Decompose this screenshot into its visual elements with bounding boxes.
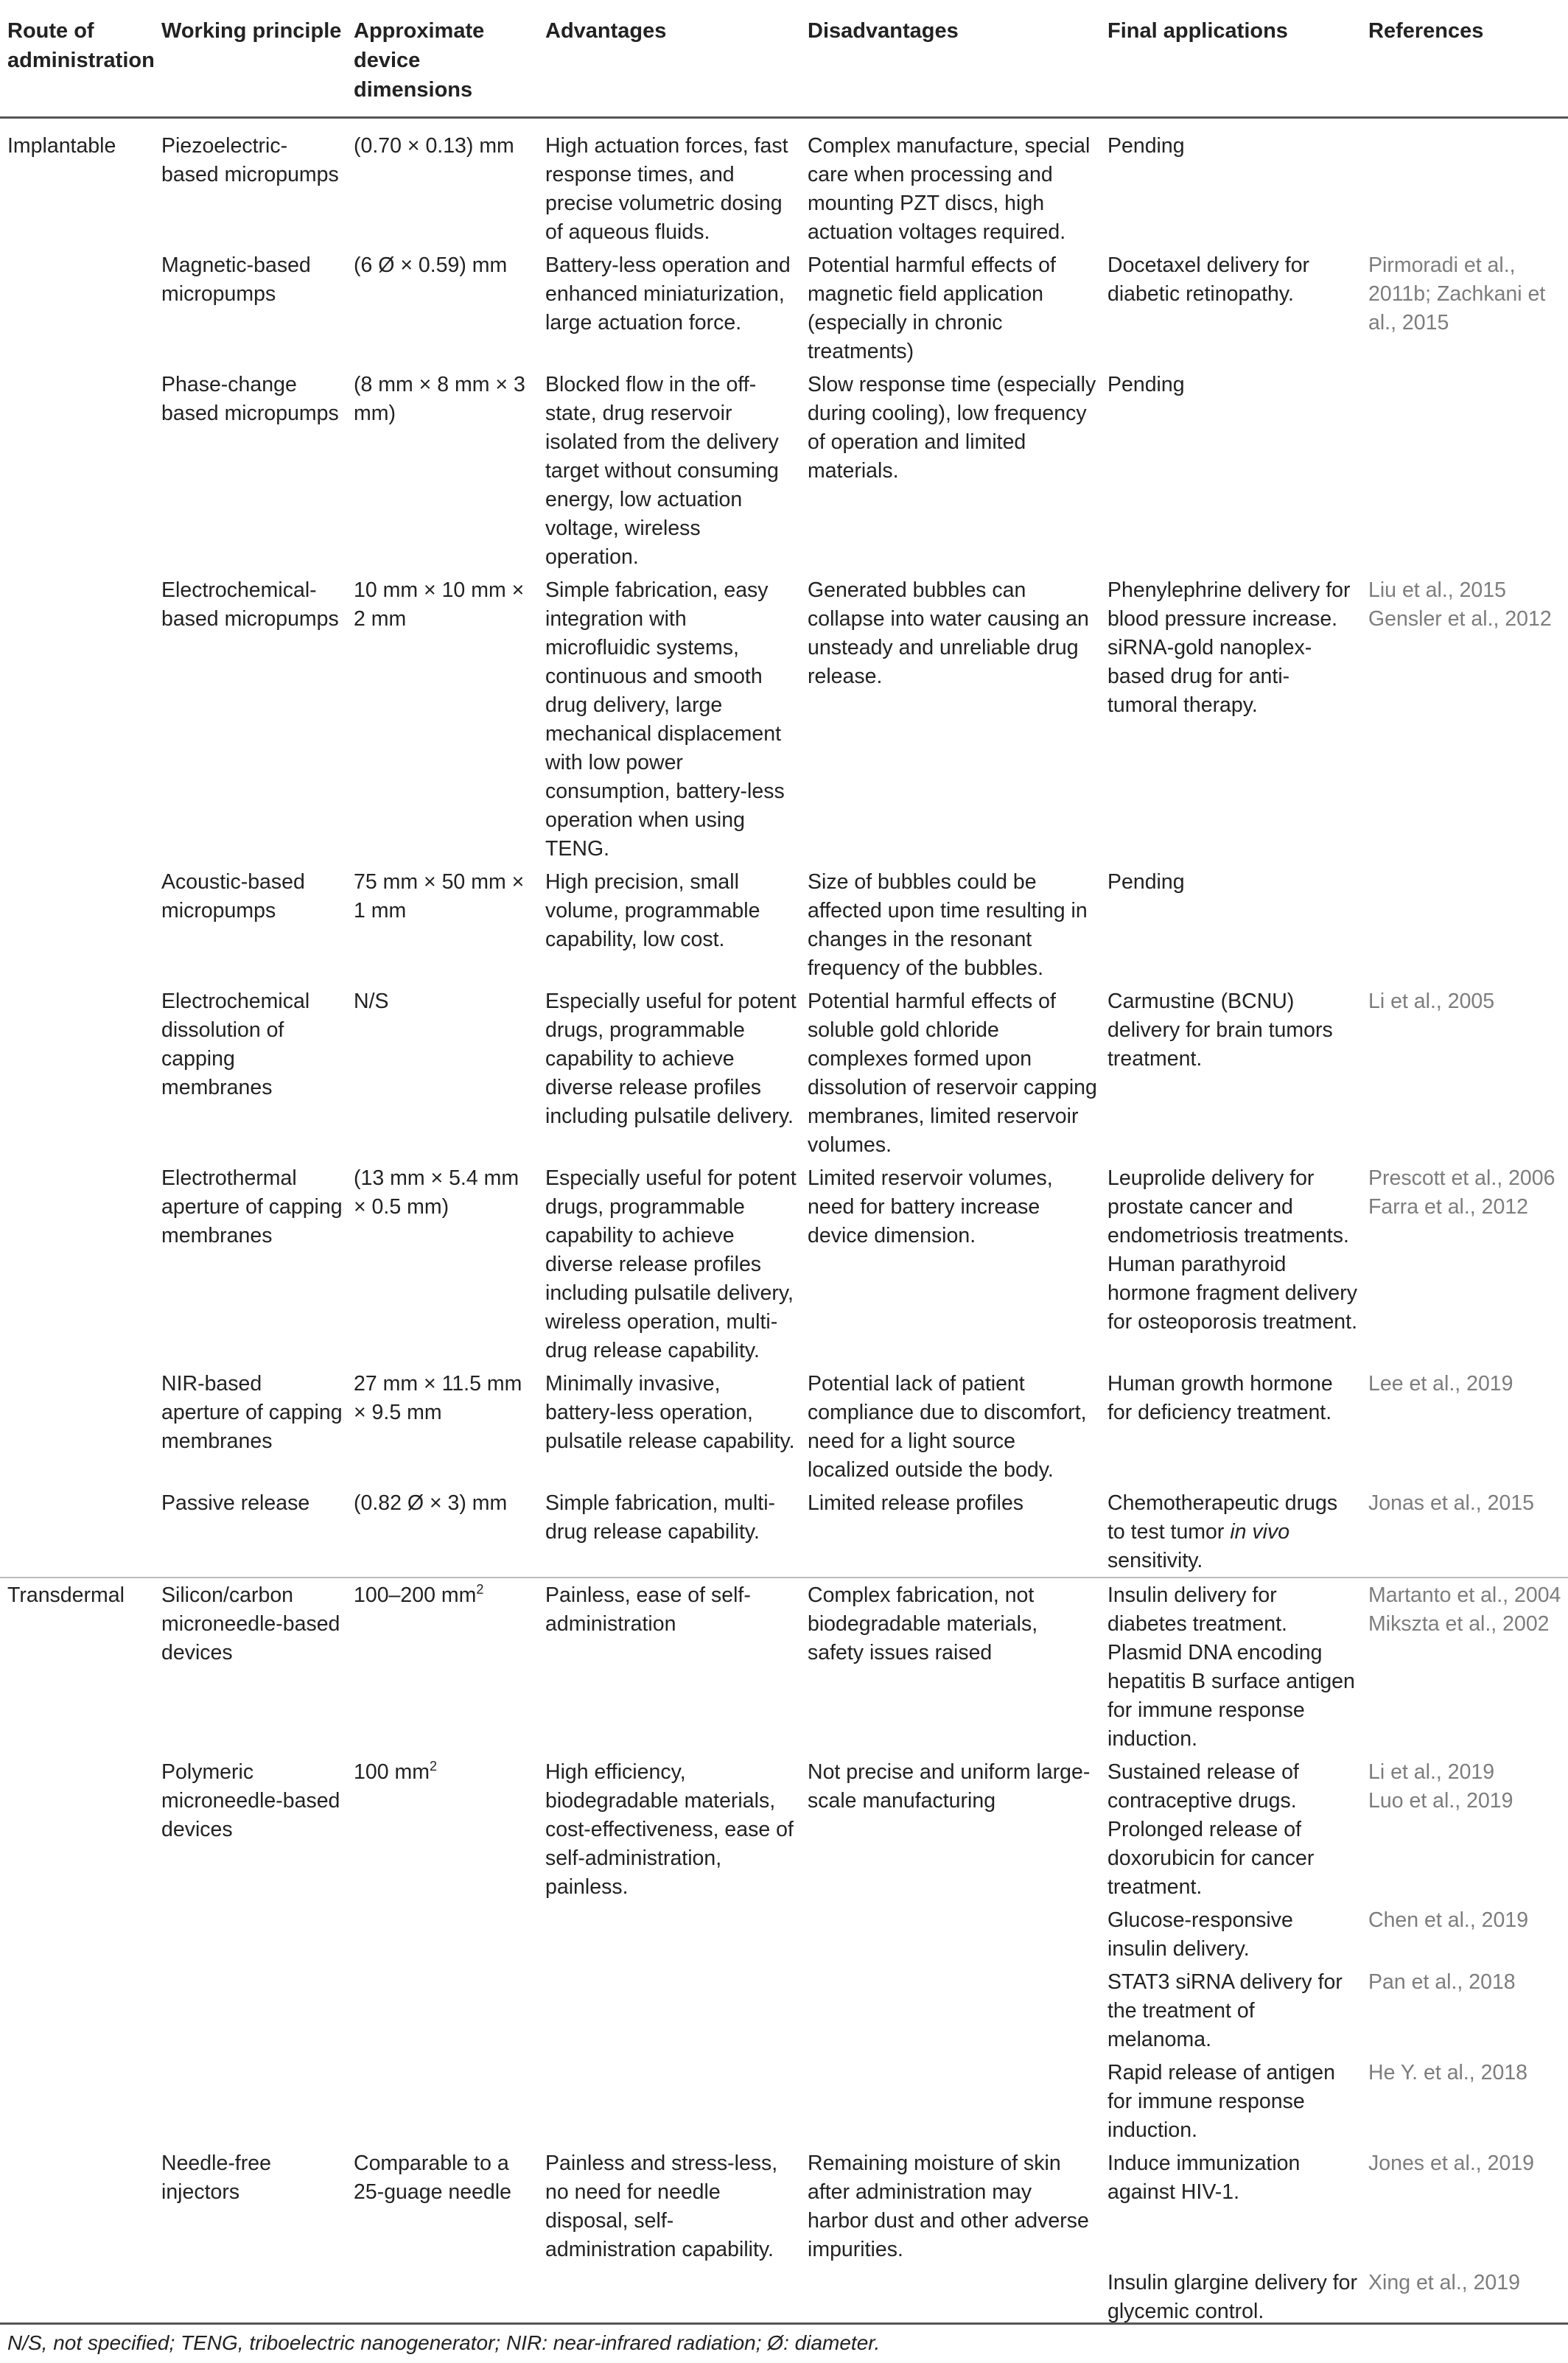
table-row [0,368,1568,573]
references-cell [1361,118,1568,249]
dimensions-cell: 10 mm × 10 mm × 2 mm [354,578,525,631]
reference-link[interactable]: He Y. et al., 2018 [1368,2061,1528,2084]
table-row [0,1755,1568,1903]
advantages-cell: Painless, ease of self-administration [538,1578,800,1755]
advantages-cell: High efficiency, biodegradable materials, cost-effectiveness, ease of self-administration, painless. [545,1760,794,1899]
dimensions-cell [346,1903,538,1965]
principle-cell: Electrochemical-based micropumps [161,578,339,631]
references-cell [1361,984,1568,1161]
table-row [0,2266,1568,2328]
reference-link[interactable]: Mikszta et al., 2002 [1368,1612,1550,1636]
table-row [0,573,1568,865]
table-body [0,118,1568,2328]
dimensions-cell: (0.82 Ø × 3) mm [354,1491,508,1515]
dimensions-cell [346,2056,538,2146]
disadvantages-cell: Slow response time (especially during cooling), low frequency of operation and limited materials. [808,373,1096,483]
disadvantages-cell: Potential harmful effects of magnetic field application (especially in chronic treatments) [808,253,1056,363]
table-header-row [0,0,1568,118]
principle-cell: Acoustic-based micropumps [161,870,305,923]
advantages-cell: Battery-less operation and enhanced miniaturization, large actuation force. [545,253,791,335]
reference-link[interactable]: Gensler et al., 2012 [1368,607,1552,631]
principle-cell: Electrothermal aperture of capping membranes [161,1166,343,1247]
header-advantages: Advantages [538,0,800,118]
reference-link[interactable]: Farra et al., 2012 [1368,1195,1529,1219]
applications-text: Chemotherapeutic drugs to test tumor [1107,1491,1338,1544]
table-row [0,1578,1568,1755]
principle-cell: Phase-change based micropumps [161,373,339,425]
reference-link[interactable]: Prescott et al., 2006 [1368,1166,1555,1190]
references-cell [1361,1161,1568,1367]
route-cell [0,248,154,368]
disadvantages-cell: Potential lack of patient compliance due to discomfort, need for a light source localized outside the body. [808,1372,1087,1482]
reference-link[interactable]: Lee et al., 2019 [1368,1372,1513,1396]
reference-link[interactable]: Liu et al., 2015 [1368,578,1506,602]
references-cell [1361,248,1568,368]
advantages-cell [538,2266,800,2328]
references-cell [1361,1578,1568,1755]
applications-cell: Insulin delivery for diabetes treatment. Plasmid DNA encoding hepatitis B surface antigen for immune response induction. [1100,1578,1361,1755]
disadvantages-cell [800,2266,1100,2328]
references-cell [1361,573,1568,865]
references-cell [1361,2056,1568,2146]
advantages-cell: High actuation forces, fast response times, and precise volumetric dosing of aqueous fluids. [545,134,788,244]
table-row [0,1486,1568,1578]
dimensions-cell: 75 mm × 50 mm × 1 mm [354,870,525,923]
disadvantages-cell [800,2056,1100,2146]
applications-cell: Human growth hormone for deficiency treatment. [1107,1372,1333,1424]
principle-cell: Electrochemical dissolution of capping membranes [161,990,310,1099]
applications-cell: Pending [1107,373,1185,396]
dimensions-cell: (0.70 × 0.13) mm [354,134,514,158]
references-cell [1361,1486,1568,1578]
route-cell [0,2056,154,2146]
applications-cell: Phenylephrine delivery for blood pressure increase. siRNA-gold nanoplex-based drug for anti-tumoral therapy. [1107,578,1351,717]
applications-cell: Insulin glargine delivery for glycemic control. [1107,2271,1358,2323]
dimensions-text: 100–200 mm [354,1583,477,1607]
applications-cell: STAT3 siRNA delivery for the treatment of melanoma. [1107,1970,1343,2051]
dimensions-superscript: 2 [429,1759,437,1774]
route-cell [0,1965,154,2056]
disadvantages-cell: Remaining moisture of skin after administration may harbor dust and other adverse impurities. [808,2152,1089,2261]
principle-cell [154,2266,346,2328]
header-references: References [1361,0,1568,118]
route-cell [0,865,154,984]
dimensions-text: 100 mm [354,1760,430,1784]
header-principle: Working principle [154,0,346,118]
principle-cell: Silicon/carbon microneedle-based devices [154,1578,346,1755]
route-cell [0,2266,154,2328]
applications-cell: Carmustine (BCNU) delivery for brain tumors treatment. [1107,990,1333,1071]
disadvantages-cell [800,1965,1100,2056]
table-row [0,1367,1568,1486]
route-cell [0,1903,154,1965]
dimensions-cell: Comparable to a 25-guage needle [354,2152,511,2204]
table-row [0,2056,1568,2146]
table-row [0,1903,1568,1965]
dimensions-cell: (8 mm × 8 mm × 3 mm) [354,373,525,425]
reference-link[interactable]: Li et al., 2019 [1368,1760,1495,1784]
dimensions-cell [346,1755,538,1903]
table-footnote: N/S, not specified; TENG, triboelectric nanogenerator; NIR: near-infrared radiation; Ø: diameter. [7,2331,881,2354]
route-cell: Implantable [7,134,116,158]
route-cell [0,573,154,865]
table-row [0,865,1568,984]
applications-emphasis: in vivo [1230,1520,1290,1544]
advantages-cell: Simple fabrication, multi-drug release capability. [545,1491,776,1544]
references-cell [1361,1903,1568,1965]
references-cell [1361,865,1568,984]
footer-divider [0,2322,1568,2325]
dimensions-cell: (13 mm × 5.4 mm × 0.5 mm) [354,1166,519,1219]
applications-cell: Induce immunization against HIV-1. [1107,2152,1301,2204]
advantages-cell: Especially useful for potent drugs, programmable capability to achieve diverse release profiles including pulsatile delivery. [545,990,797,1128]
principle-cell: Needle-free injectors [161,2152,271,2204]
advantages-cell: Blocked flow in the off-state, drug reservoir isolated from the delivery target without consuming energy, low actuation voltage, wireless operation. [545,373,779,569]
dimensions-superscript: 2 [476,1582,484,1597]
disadvantages-cell: Not precise and uniform large-scale manufacturing [808,1760,1091,1813]
route-cell [0,2146,154,2266]
advantages-cell [538,2056,800,2146]
header-applications: Final applications [1100,0,1361,118]
references-cell [1361,1367,1568,1486]
header-route: Route of administration [0,0,154,118]
principle-cell [154,1965,346,2056]
disadvantages-cell: Complex manufacture, special care when processing and mounting PZT discs, high actuation voltages required. [808,134,1091,244]
principle-cell: Piezoelectric-based micropumps [161,134,339,186]
references-cell [1361,1755,1568,1903]
header-dimensions: Approximate device dimensions [346,0,538,118]
dimensions-cell [346,1965,538,2056]
dimensions-cell: N/S [354,990,389,1013]
disadvantages-cell [800,1903,1100,1965]
advantages-cell: Minimally invasive, battery-less operation, pulsatile release capability. [545,1372,795,1453]
applications-text: sensitivity. [1107,1549,1203,1572]
reference-link[interactable]: Jonas et al., 2015 [1368,1491,1534,1515]
reference-link[interactable]: Chen et al., 2019 [1368,1908,1529,1932]
table-row [0,118,1568,249]
table-row [0,1965,1568,2056]
principle-cell: Polymeric microneedle-based devices [161,1760,340,1841]
disadvantages-cell: Generated bubbles can collapse into water causing an unsteady and unreliable drug release. [808,578,1089,688]
advantages-cell [538,1903,800,1965]
advantages-cell: Painless and stress-less, no need for needle disposal, self-administration capability. [545,2152,778,2261]
route-cell [0,1367,154,1486]
dimensions-cell [346,1578,538,1755]
dimensions-cell: (6 Ø × 0.59) mm [354,253,508,277]
route-cell: Transdermal [0,1578,154,1755]
route-cell [0,1486,154,1578]
table-row [0,984,1568,1161]
dimensions-cell: 27 mm × 11.5 mm × 9.5 mm [354,1372,522,1424]
disadvantages-cell: Size of bubbles could be affected upon time resulting in changes in the resonant frequency of the bubbles. [808,870,1088,980]
route-cell [0,368,154,573]
dimensions-cell [346,2266,538,2328]
applications-cell: Docetaxel delivery for diabetic retinopathy. [1107,253,1310,306]
principle-cell [154,1903,346,1965]
references-cell [1361,1965,1568,2056]
references-cell [1361,2266,1568,2328]
applications-cell: Rapid release of antigen for immune response induction. [1107,2061,1335,2142]
route-cell [0,1755,154,1903]
reference-link[interactable]: Pirmoradi et al., 2011b; Zachkani et al., 2015 [1368,253,1546,335]
advantages-cell [538,1965,800,2056]
principle-cell: Magnetic-based micropumps [161,253,311,306]
applications-cell: Pending [1107,870,1185,894]
applications-cell: Pending [1107,134,1185,158]
disadvantages-cell: Complex fabrication, not biodegradable materials, safety issues raised [800,1578,1100,1755]
route-cell [0,1161,154,1367]
advantages-cell: Especially useful for potent drugs, programmable capability to achieve diverse release profiles including pulsatile delivery, wireless operation, multi-drug release capability. [545,1166,797,1362]
applications-cell [1100,1486,1361,1578]
disadvantages-cell: Limited release profiles [808,1491,1024,1515]
applications-cell: Glucose-responsive insulin delivery. [1107,1908,1293,1961]
header-disadvantages: Disadvantages [800,0,1100,118]
disadvantages-cell: Limited reservoir volumes, need for battery increase device dimension. [808,1166,1053,1247]
principle-cell [154,2056,346,2146]
advantages-cell: Simple fabrication, easy integration with microfluidic systems, continuous and smooth drug delivery, large mechanical displacement with low power consumption, battery-less operation when using TENG. [545,578,785,861]
table-row [0,2146,1568,2266]
reference-link[interactable]: Pan et al., 2018 [1368,1970,1516,1994]
table-row [0,1161,1568,1367]
reference-link[interactable]: Luo et al., 2019 [1368,1789,1513,1813]
reference-link[interactable]: Martanto et al., 2004 [1368,1583,1561,1607]
reference-link[interactable]: Xing et al., 2019 [1368,2271,1520,2294]
references-cell [1361,368,1568,573]
principle-cell: NIR-based aperture of capping membranes [161,1372,343,1453]
disadvantages-cell: Potential harmful effects of soluble gold chloride complexes formed upon dissolution of reservoir capping membranes, limited reservoir volumes. [808,990,1097,1157]
reference-link[interactable]: Jones et al., 2019 [1368,2152,1534,2175]
applications-cell: Leuprolide delivery for prostate cancer and endometriosis treatments. Human parathyroid hormone fragment delivery for osteoporosis treatment. [1107,1166,1357,1334]
references-cell [1361,2146,1568,2266]
route-cell [0,984,154,1161]
table-row [0,248,1568,368]
reference-link[interactable]: Li et al., 2005 [1368,990,1495,1013]
advantages-cell: High precision, small volume, programmable capability, low cost. [545,870,760,951]
applications-cell: Sustained release of contraceptive drugs. Prolonged release of doxorubicin for cancer treatment. [1107,1760,1315,1899]
principle-cell: Passive release [161,1491,310,1515]
